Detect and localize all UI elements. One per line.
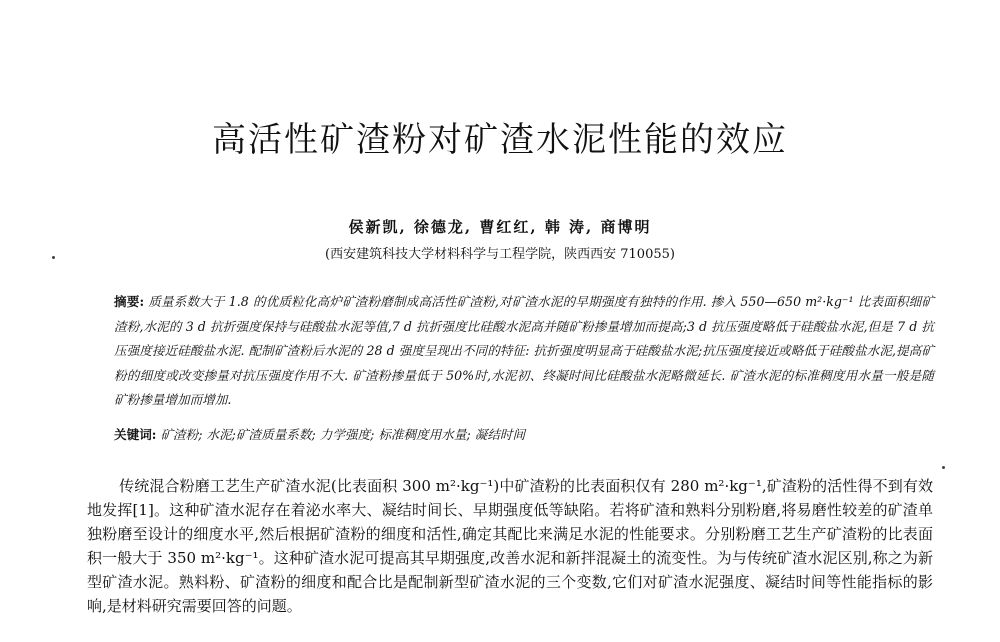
scan-speck <box>52 256 55 259</box>
abstract <box>114 290 934 413</box>
scan-speck <box>942 466 945 469</box>
paper-title: 高活性矿渣粉对矿渣水泥性能的效应 <box>212 120 788 160</box>
author-list: 侯新凯, 徐德龙, 曹红红, 韩 涛, 商博明 <box>348 218 652 236</box>
keywords <box>114 424 934 443</box>
affiliation: (西安建筑科技大学材料科学与工程学院，陕西西安 710055) <box>325 247 675 262</box>
keywords-text: 矿渣粉; 水泥;矿渣质量系数; 力学强度; 标准稠度用水量; 凝结时间 <box>160 427 526 442</box>
keywords-label: 关键词: <box>114 427 157 442</box>
body-paragraph-text: 传统混合粉磨工艺生产矿渣水泥(比表面积 300 m²·kg⁻¹)中矿渣粉的比表面积仅有 280 m²·kg⁻¹,矿渣粉的活性得不到有效地发挥[1]。这种矿渣水泥存在着泌水率大、凝结时间长、早期强度低等缺陷。若将矿渣和熟料分别粉磨,将易磨性较差的矿渣单独粉磨至设计的细度水平,然后根据矿渣粉的细度和活性,确定其配比来满足水泥的性能要求。分别粉磨工艺生产矿渣粉的比表面积一般大于 350 m²·kg⁻¹。这种矿渣水泥可提高其早期强度,改善水泥和新拌混凝土的流变性。为与传统矿渣水泥区别,称之为新型矿渣水泥。熟料粉、矿渣粉的细度和配合比是配制新型矿渣水泥的三个变数,它们对矿渣水泥强度、凝结时间等性能指标的影响,是材料研究需要回答的问题。 <box>87 477 933 615</box>
abstract-text: 质量系数大于 1.8 的优质粒化高炉矿渣粉磨制成高活性矿渣粉,对矿渣水泥的早期强度有独特的作用. 掺入 550—650 m²·kg⁻¹ 比表面积细矿渣粉,水泥的 3 d 抗折强度保持与硅酸盐水泥等值,7 d 抗折强度比硅酸水泥高并随矿粉掺量增加而提高;3 d 抗压强度略低于硅酸盐水泥,但是 7 d 抗压强度接近硅酸盐水泥. 配制矿渣粉后水泥的 28 d 强度呈现出不同的特征: 抗折强度明显高于硅酸盐水泥;抗压强度接近或略低于硅酸盐水泥,提高矿粉的细度或改变掺量对抗压强度作用不大. 矿渣粉掺量低于 50%时,水泥初、终凝时间比硅酸盐水泥略微延长. 矿渣水泥的标准稠度用水量一般是随矿粉掺量增加而增加. <box>114 294 934 407</box>
abstract-label: 摘要: <box>114 294 145 309</box>
body-paragraph <box>87 474 933 618</box>
